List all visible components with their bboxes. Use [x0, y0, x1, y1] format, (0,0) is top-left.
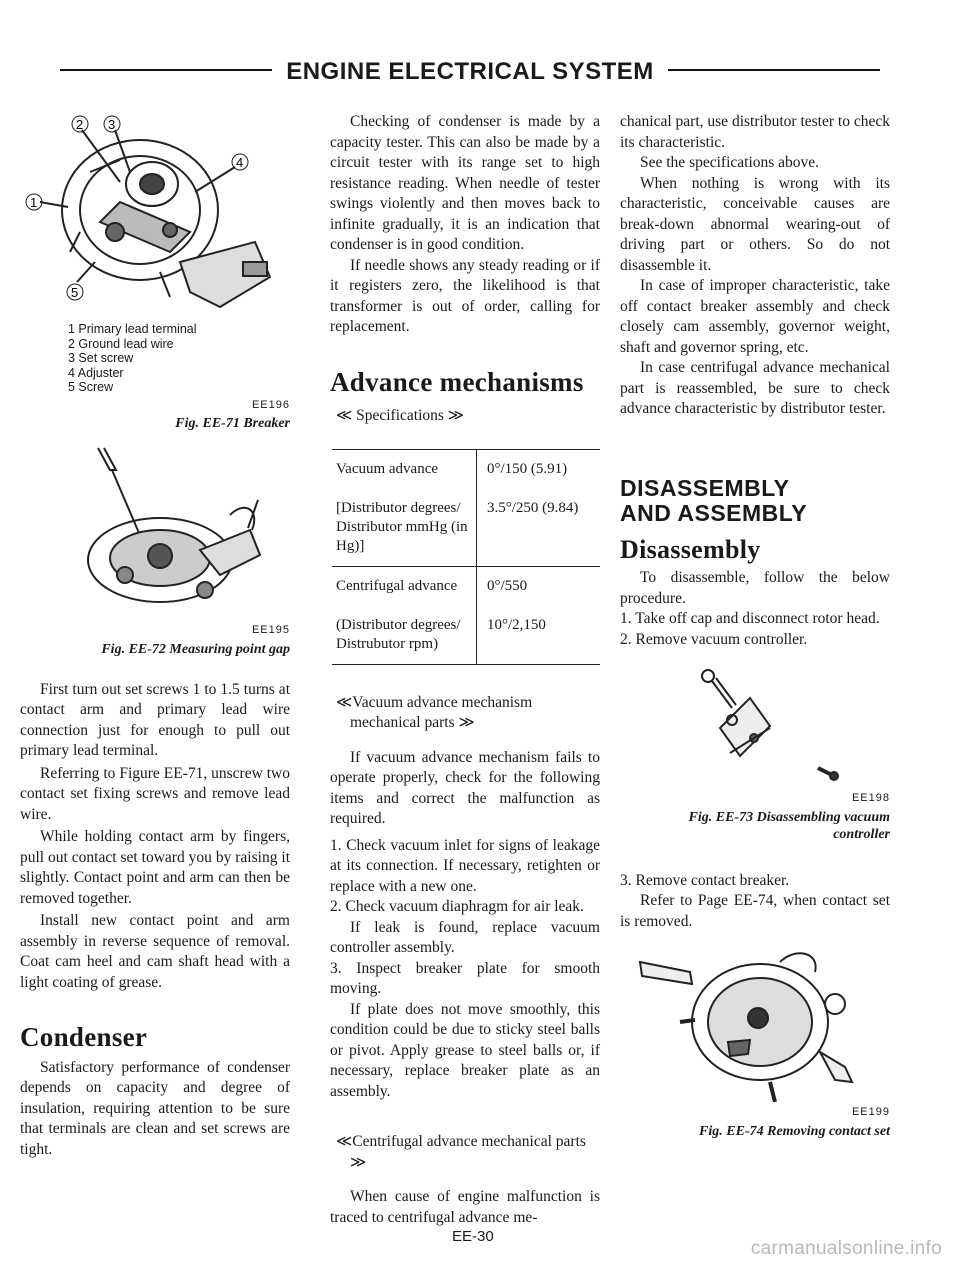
point-gap-illustration	[20, 440, 290, 620]
figure-code: EE196	[251, 398, 290, 411]
vacuum-controller-illustration	[620, 658, 890, 788]
paragraph: When cause of engine malfunction is traced to centrifugal advance me-	[330, 1188, 600, 1226]
paragraph: When nothing is wrong with its characteristic, conceivable causes are break-down abnormal wearing-out of driving part or others. So do not disassemble it.	[620, 174, 890, 274]
callout-2: 2	[76, 117, 84, 132]
paragraph: Refer to Page EE-74, when contact set is removed.	[620, 892, 890, 930]
figure-ee71-legend	[68, 322, 290, 395]
column-right	[620, 112, 890, 1140]
column-left	[20, 112, 290, 1160]
figure-ee74	[620, 942, 890, 1102]
callout-4: 4	[236, 155, 244, 170]
figure-code: EE198	[851, 792, 890, 804]
list-item: 3. Remove contact breaker.	[620, 871, 790, 889]
legend-item: 3 Set screw	[68, 351, 134, 365]
paragraph: In case centrifugal advance mechanical part is reassembled, be sure to check advance characteristic by distributor tester.	[620, 359, 890, 417]
page-title: ENGINE ELECTRICAL SYSTEM	[60, 58, 880, 86]
paragraph: In case of improper characteristic, take off contact breaker assembly and check closely cam assembly, governor weight, shaft and governor spring, etc.	[620, 277, 890, 356]
list-item: 2. Remove vacuum controller.	[620, 630, 808, 648]
legend-item: 1 Primary lead terminal	[68, 322, 197, 336]
paragraph: Satisfactory performance of condenser depends on capacity and degree of insulation, requiring attention to be sure that terminals are clean and set screws are tight.	[20, 1058, 290, 1158]
paragraph: If needle shows any steady reading or if it registers zero, the likelihood is that transformer is out of order, calling for replacement.	[330, 256, 600, 335]
paragraph: If vacuum advance mechanism fails to operate properly, check for the following items and correct the malfunction as required.	[330, 748, 600, 827]
table-cell: [Distributor degrees/ Distributor mmHg (in Hg)]	[332, 489, 477, 567]
figure-caption: Fig. EE-71 Breaker	[175, 416, 290, 431]
table-row	[332, 606, 600, 665]
paragraph: Install new contact point and arm assembly in reverse sequence of removal. Coat cam heel and cam shaft head with a light coating of grease.	[20, 912, 290, 991]
table-cell: Vacuum advance	[332, 449, 477, 489]
legend-item: 4 Adjuster	[68, 365, 124, 380]
paragraph: First turn out set screws 1 to 1.5 turns at contact arm and primary lead wire connection just for enough to pull out primary lead terminal.	[20, 680, 290, 759]
page-header	[60, 50, 880, 84]
legend-item: 2 Ground lead wire	[68, 336, 174, 351]
heading-line: DISASSEMBLY	[620, 474, 790, 501]
callout-5: 5	[71, 285, 79, 300]
heading-line: AND ASSEMBLY	[620, 499, 808, 526]
table-row	[332, 566, 600, 606]
watermark: carmanualsonline.info	[750, 1238, 942, 1259]
section-heading-condenser: Condenser	[20, 1022, 148, 1052]
list-item: 1. Check vacuum inlet for signs of leakage at its connection. If necessary, retighten or replace with a new one.	[330, 836, 600, 895]
spec-table	[332, 449, 600, 665]
table-cell: Centrifugal advance	[332, 566, 477, 606]
table-cell: (Distributor degrees/ Distrubutor rpm)	[332, 606, 477, 665]
figure-ee73	[620, 658, 890, 788]
spec-label: ≪ Specifications ≫	[336, 407, 465, 424]
list-item: 1. Take off cap and disconnect rotor head.	[620, 610, 880, 627]
table-cell: 3.5°/250 (9.84)	[487, 499, 579, 516]
table-cell: 0°/150 (5.91)	[477, 449, 601, 489]
legend-item: 5 Screw	[68, 380, 114, 394]
paragraph: See the specifications above.	[640, 154, 820, 171]
breaker-illustration	[20, 112, 290, 322]
figure-caption: Fig. EE-73 Disassembling vacuum	[688, 809, 890, 825]
paragraph: Checking of condenser is made by a capacity tester. This can also be made by a circuit tester with its range set to high resistance reading. When needle of tester swings violently and then moves back to infinite gradually, it is an indication that condenser is in good condition.	[330, 113, 600, 253]
paragraph: chanical part, use distributor tester to check its characteristic.	[620, 113, 890, 151]
figure-code: EE199	[851, 1106, 890, 1118]
table-row	[332, 489, 600, 567]
paragraph: To disassemble, follow the below procedure.	[620, 569, 890, 607]
figure-ee72	[20, 440, 290, 620]
section-heading-disassembly-assembly	[620, 476, 890, 526]
table-cell: 0°/550	[477, 566, 601, 606]
figure-ee71	[20, 112, 290, 322]
column-middle	[330, 112, 600, 1228]
contact-set-illustration	[620, 942, 890, 1102]
subsection-vacuum: ≪Vacuum advance mechanism mechanical parts ≫	[336, 693, 533, 731]
list-item: 2. Check vacuum diaphragm for air leak.	[330, 898, 584, 915]
paragraph: If leak is found, replace vacuum controller assembly.	[330, 918, 600, 956]
paragraph: While holding contact arm by fingers, pull out contact set toward you by raising it slightly. Contact point and arm can then be removed together.	[20, 828, 290, 907]
table-row	[332, 449, 600, 489]
callout-1: 1	[30, 195, 38, 210]
paragraph: If plate does not move smoothly, this condition could be due to sticky steel balls or pivot. Apply grease to steel balls or, if necessary, replace breaker plate as an assembly.	[330, 1000, 600, 1100]
section-heading-disassembly: Disassembly	[620, 534, 761, 564]
list-item: 3. Inspect breaker plate for smooth moving.	[330, 959, 600, 997]
figure-caption: Fig. EE-74 Removing contact set	[699, 1123, 890, 1139]
figure-caption: Fig. EE-72 Measuring point gap	[101, 641, 290, 657]
table-cell: 10°/2,150	[477, 606, 601, 665]
section-heading-advance: Advance mechanisms	[330, 366, 584, 397]
page-number: EE-30	[452, 1228, 494, 1245]
subsection-centrifugal: ≪Centrifugal advance mechanical parts ≫	[336, 1133, 586, 1171]
figure-code: EE195	[251, 624, 290, 636]
figure-caption: controller	[833, 826, 890, 842]
paragraph: Referring to Figure EE-71, unscrew two contact set fixing screws and remove lead wire.	[20, 764, 290, 823]
callout-3: 3	[108, 117, 116, 132]
